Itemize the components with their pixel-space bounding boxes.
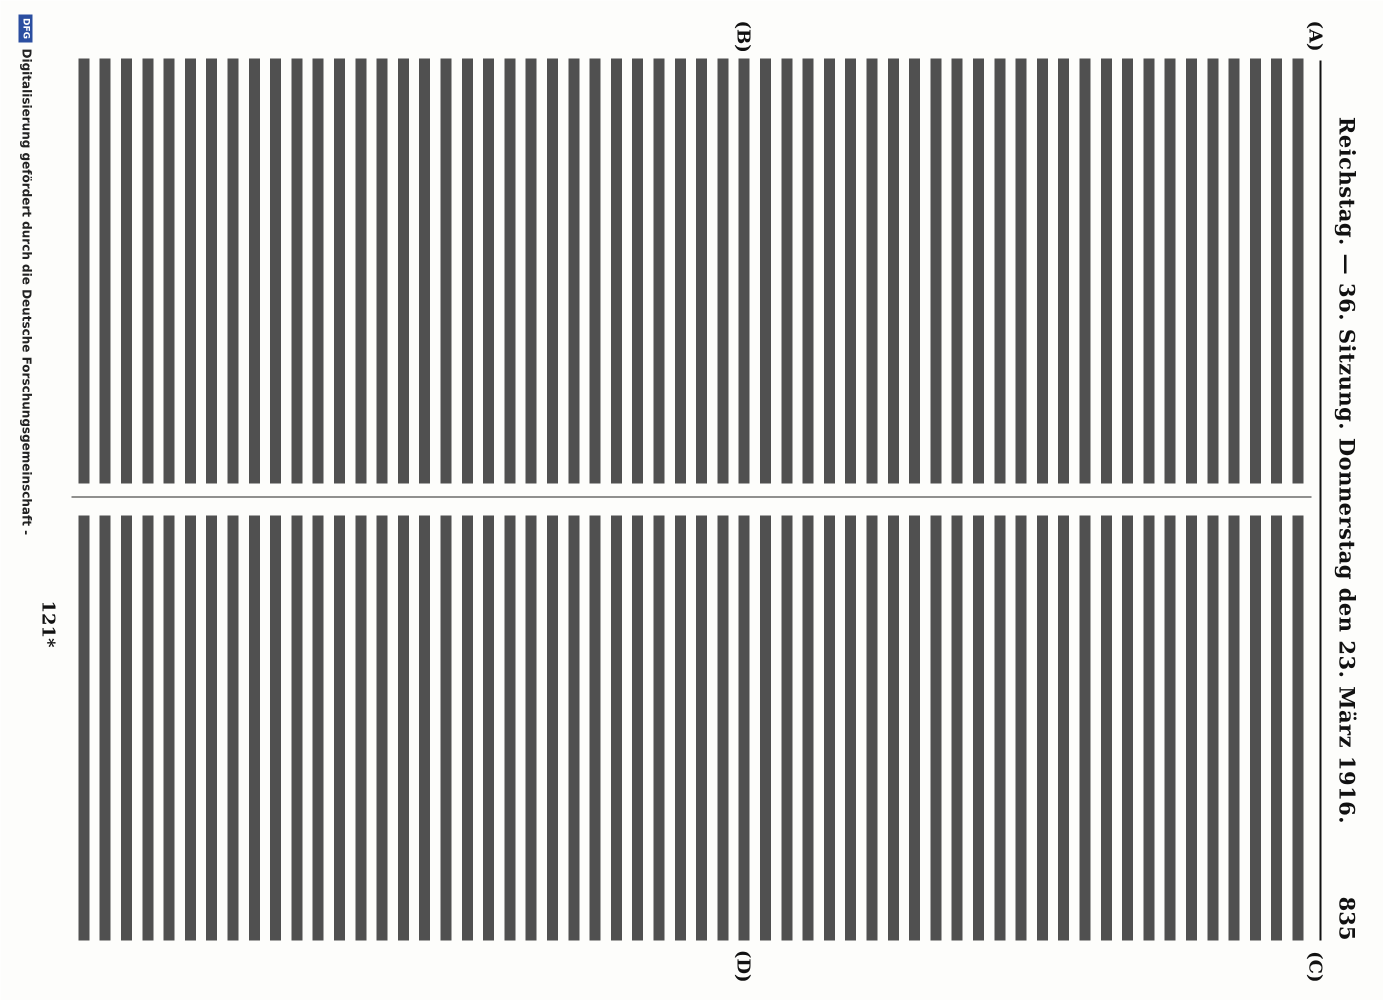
text-column-left — [73, 58, 1303, 483]
signature-mark: 121* — [37, 600, 58, 647]
page-number: 835 — [1334, 896, 1359, 940]
text-column-right — [73, 515, 1303, 940]
dfg-logo: DFG — [18, 14, 32, 42]
margin-marker-c: (C) — [1304, 950, 1325, 982]
margin-marker-a: (A) — [1304, 20, 1325, 51]
margin-marker-d: (D) — [732, 949, 753, 982]
header-rule — [1319, 60, 1321, 940]
column-divider — [71, 496, 1311, 497]
margin-marker-b: (B) — [732, 20, 753, 53]
header-title: Reichstag. — 36. Sitzung. Donnerstag den 23. März 1916. — [1334, 116, 1359, 824]
text-lines-placeholder — [73, 58, 1303, 483]
footer-credit — [7, 0, 37, 1000]
footer-credit-text: Digitalisierung gefördert durch die Deutsche Forschungsgemeinschaft - — [19, 48, 33, 535]
text-lines-placeholder — [73, 515, 1303, 940]
running-header — [1323, 60, 1363, 940]
